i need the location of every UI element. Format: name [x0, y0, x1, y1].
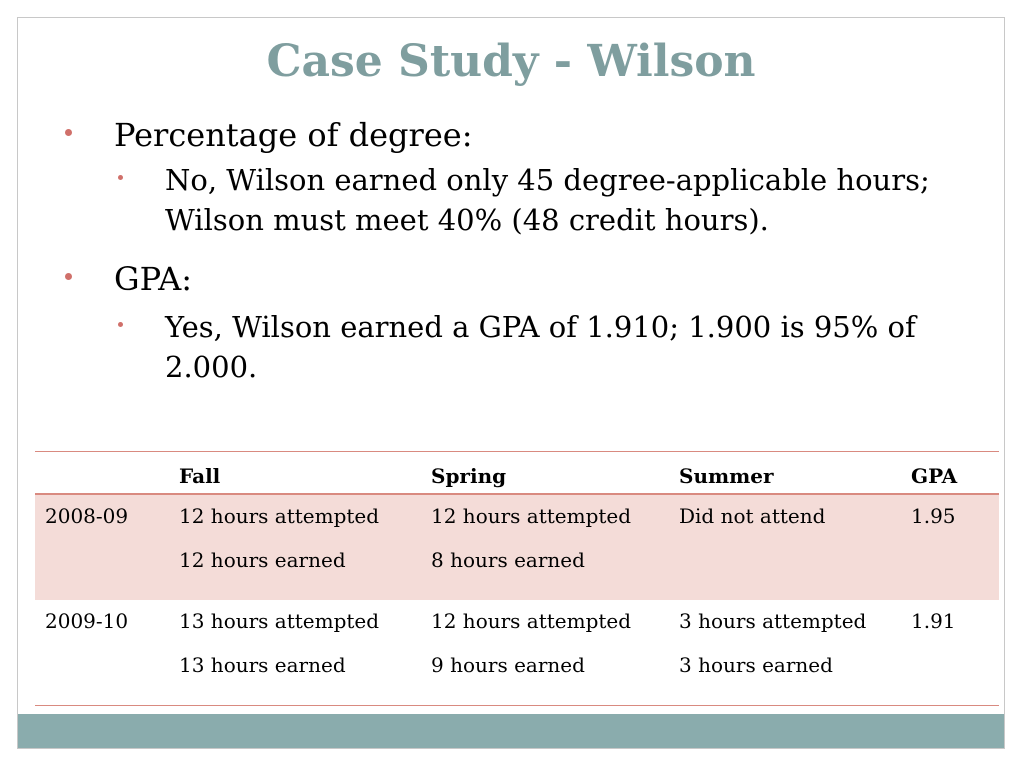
- bullet-dot-icon: [65, 129, 72, 136]
- header-cell-gpa: GPA: [911, 464, 958, 488]
- cell-spring: 12 hours attempted 8 hours earned: [421, 494, 669, 600]
- header-cell-summer: Summer: [679, 464, 774, 488]
- cell-gpa: 1.95: [901, 494, 999, 600]
- header-cell-spring: Spring: [431, 464, 507, 488]
- cell-summer: Did not attend: [669, 494, 901, 600]
- slide: [17, 17, 1005, 749]
- sub-bullet-line: Yes, Wilson earned a GPA of 1.910; 1.900 is 95% of: [165, 309, 916, 344]
- slide-title: Case Study - Wilson: [266, 36, 756, 87]
- sub-bullet-line: 2.000.: [165, 349, 258, 384]
- cell-fall: 12 hours attempted 12 hours earned: [169, 494, 421, 600]
- table-header-row: [35, 452, 999, 494]
- sub-bullet-line: Wilson must meet 40% (48 credit hours).: [165, 203, 769, 238]
- footer-bar: [18, 714, 1004, 748]
- cell-spring: 12 hours attempted 9 hours earned: [431, 608, 632, 677]
- cell-fall: 13 hours attempted 13 hours earned: [179, 608, 380, 677]
- cell-summer: 3 hours attempted 3 hours earned: [679, 608, 867, 677]
- bullet-percentage: [18, 116, 1004, 154]
- grades-table: [35, 451, 999, 706]
- sub-bullet-dot-icon: [118, 175, 123, 180]
- bullet-text: GPA:: [114, 260, 193, 299]
- sub-bullet-percentage: [18, 160, 1004, 240]
- cell-year: 2009-10: [45, 608, 129, 633]
- header-cell-year: [35, 452, 169, 494]
- cell-gpa: 1.91: [911, 608, 956, 633]
- cell-year: 2008-09: [35, 494, 169, 600]
- table-row: [35, 494, 999, 600]
- sub-bullet-line: No, Wilson earned only 45 degree-applicable hours;: [165, 163, 930, 198]
- bullet-list: [18, 116, 1004, 387]
- header-cell-fall: Fall: [179, 464, 221, 488]
- bullet-dot-icon: [65, 273, 72, 280]
- bullet-text: Percentage of degree:: [114, 116, 473, 154]
- table-row: [35, 600, 999, 706]
- sub-bullet-dot-icon: [118, 322, 123, 327]
- bullet-gpa: [18, 260, 1004, 298]
- sub-bullet-gpa: [18, 307, 1004, 387]
